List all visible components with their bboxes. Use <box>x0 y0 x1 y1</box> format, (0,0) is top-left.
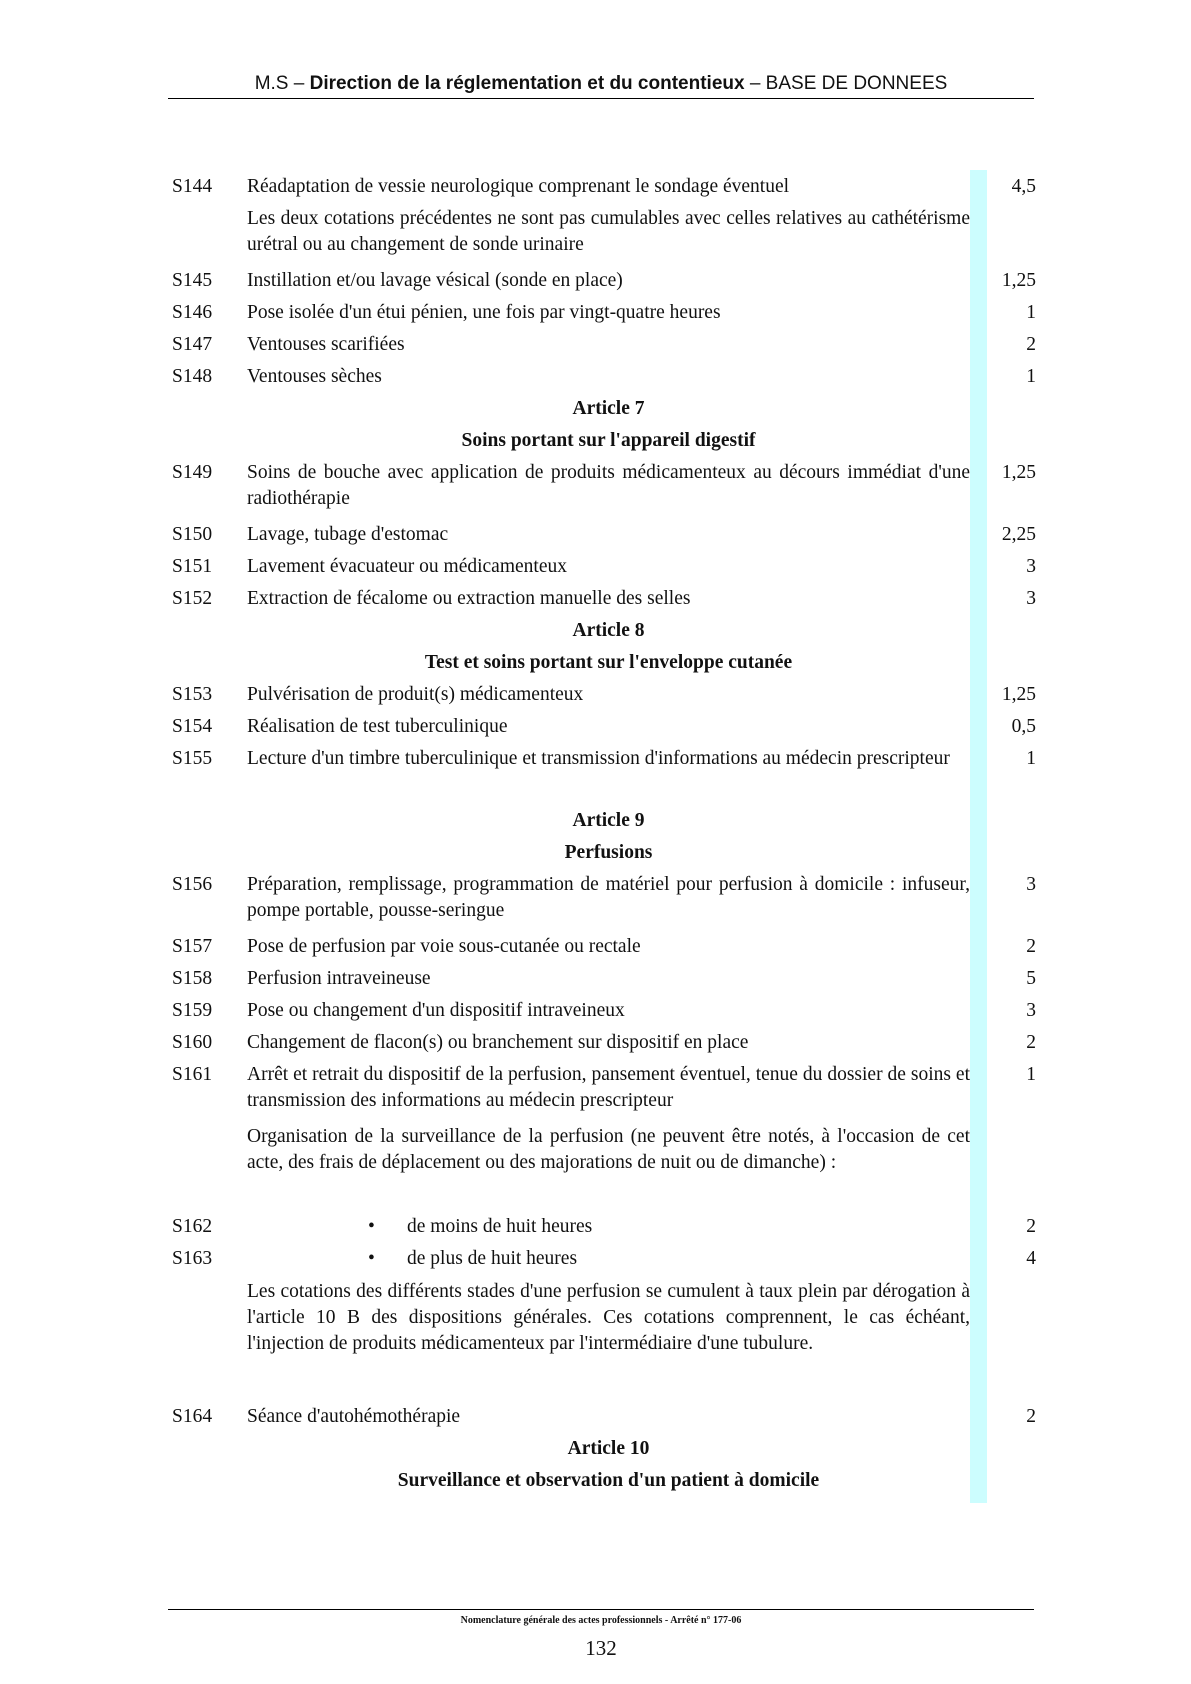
act-description: Changement de flacon(s) ou branchement sur dispositif en place <box>247 1032 749 1053</box>
act-coefficient: 3 <box>1026 874 1036 895</box>
act-code: S164 <box>172 1406 213 1427</box>
act-coefficient: 1 <box>1026 748 1036 769</box>
act-description: Arrêt et retrait du dispositif de la perfusion, pansement éventuel, tenue du dossier de soins et transmission des informations au médecin prescripteur <box>247 1064 970 1111</box>
header-ministry: M.S – <box>254 73 310 94</box>
act-code: S162 <box>172 1216 213 1237</box>
revision-bar <box>970 170 987 1503</box>
act-description: Réalisation de test tuberculinique <box>247 716 508 737</box>
act-coefficient: 4 <box>1026 1248 1036 1269</box>
act-description: Lavement évacuateur ou médicamenteux <box>247 556 567 577</box>
act-code: S152 <box>172 588 213 609</box>
act-coefficient: 3 <box>1026 588 1036 609</box>
act-code: S150 <box>172 524 213 545</box>
act-description: Séance d'autohémothérapie <box>247 1406 461 1427</box>
act-code: S160 <box>172 1032 213 1053</box>
act-coefficient: 5 <box>1026 968 1036 989</box>
act-coefficient: 3 <box>1026 1000 1036 1021</box>
act-code: S145 <box>172 270 213 291</box>
act-coefficient: 1 <box>1026 302 1036 323</box>
act-description: Préparation, remplissage, programmation de matériel pour perfusion à domicile : infuseur, pompe portable, pousse-seringue <box>247 874 970 921</box>
act-code: S161 <box>172 1064 213 1085</box>
act-description: de plus de huit heures <box>407 1248 578 1269</box>
note-text: Les deux cotations précédentes ne sont pas cumulables avec celles relatives au cathétérisme urétral ou au changement de sonde urinaire <box>247 208 970 255</box>
note-text: Organisation de la surveillance de la perfusion (ne peuvent être notés, à l'occasion de cet acte, des frais de déplacement ou des majorations de nuit ou de dimanche) : <box>247 1126 970 1173</box>
article-number: Article 8 <box>572 620 645 641</box>
act-description: Ventouses scarifiées <box>247 334 405 355</box>
act-description: Réadaptation de vessie neurologique comprenant le sondage éventuel <box>247 176 790 197</box>
act-description: Pose isolée d'un étui pénien, une fois par vingt-quatre heures <box>247 302 721 323</box>
act-coefficient: 1,25 <box>1001 684 1036 705</box>
act-coefficient: 0,5 <box>1011 716 1036 737</box>
act-description: Lavage, tubage d'estomac <box>247 524 449 545</box>
article-title: Surveillance et observation d'un patient à domicile <box>397 1470 820 1491</box>
act-coefficient: 1 <box>1026 366 1036 387</box>
act-description: Perfusion intraveineuse <box>247 968 431 989</box>
act-coefficient: 3 <box>1026 556 1036 577</box>
act-code: S156 <box>172 874 213 895</box>
act-coefficient: 2 <box>1026 1216 1036 1237</box>
act-coefficient: 1 <box>1026 1064 1036 1085</box>
note-text: Les cotations des différents stades d'une perfusion se cumulent à taux plein par dérogation à l'article 10 B des dispositions générales. Ces cotations comprennent, le cas échéant, l'injection de produits médicamenteux par l'intermédiaire d'une tubulure. <box>247 1281 970 1354</box>
article-title: Test et soins portant sur l'enveloppe cutanée <box>424 652 793 673</box>
article-number: Article 9 <box>572 810 645 831</box>
act-code: S163 <box>172 1248 213 1269</box>
article-title: Soins portant sur l'appareil digestif <box>461 430 756 451</box>
act-coefficient: 2 <box>1026 1406 1036 1427</box>
header-database: – BASE DE DONNEES <box>744 73 948 94</box>
article-number: Article 7 <box>572 398 645 419</box>
act-coefficient: 4,5 <box>1011 176 1036 197</box>
act-code: S154 <box>172 716 213 737</box>
act-code: S153 <box>172 684 213 705</box>
article-number: Article 10 <box>567 1438 650 1459</box>
act-code: S149 <box>172 462 213 483</box>
article-title: Perfusions <box>564 842 653 863</box>
act-code: S151 <box>172 556 213 577</box>
act-code: S144 <box>172 176 213 197</box>
act-code: S158 <box>172 968 213 989</box>
act-code: S157 <box>172 936 213 957</box>
footer-title: Nomenclature générale des actes professionnels - Arrêté n° 177-06 <box>460 1615 742 1626</box>
act-coefficient: 1,25 <box>1001 462 1036 483</box>
act-code: S146 <box>172 302 213 323</box>
header-direction: Direction de la réglementation et du contentieux <box>309 73 745 94</box>
act-description: Soins de bouche avec application de produits médicamenteux au décours immédiat d'une radiothérapie <box>247 462 970 509</box>
act-coefficient: 2,25 <box>1001 524 1036 545</box>
act-description: Lecture d'un timbre tuberculinique et transmission d'informations au médecin prescripteur <box>247 748 950 769</box>
act-description: Pose de perfusion par voie sous-cutanée ou rectale <box>247 936 641 957</box>
act-coefficient: 2 <box>1026 936 1036 957</box>
act-code: S147 <box>172 334 213 355</box>
act-coefficient: 2 <box>1026 1032 1036 1053</box>
act-description: de moins de huit heures <box>407 1216 593 1237</box>
act-description: Instillation et/ou lavage vésical (sonde en place) <box>247 270 623 291</box>
act-coefficient: 1,25 <box>1001 270 1036 291</box>
act-description: Extraction de fécalome ou extraction manuelle des selles <box>247 588 691 609</box>
bullet-icon: • <box>368 1216 375 1237</box>
act-code: S155 <box>172 748 213 769</box>
act-code: S159 <box>172 1000 213 1021</box>
act-description: Pulvérisation de produit(s) médicamenteux <box>247 684 584 705</box>
act-description: Pose ou changement d'un dispositif intraveineux <box>247 1000 625 1021</box>
page-number: 132 <box>585 1636 617 1660</box>
act-coefficient: 2 <box>1026 334 1036 355</box>
bullet-icon: • <box>368 1248 375 1269</box>
footer-divider <box>168 1609 1034 1610</box>
page-header <box>168 72 1034 99</box>
act-code: S148 <box>172 366 213 387</box>
act-description: Ventouses sèches <box>247 366 382 387</box>
